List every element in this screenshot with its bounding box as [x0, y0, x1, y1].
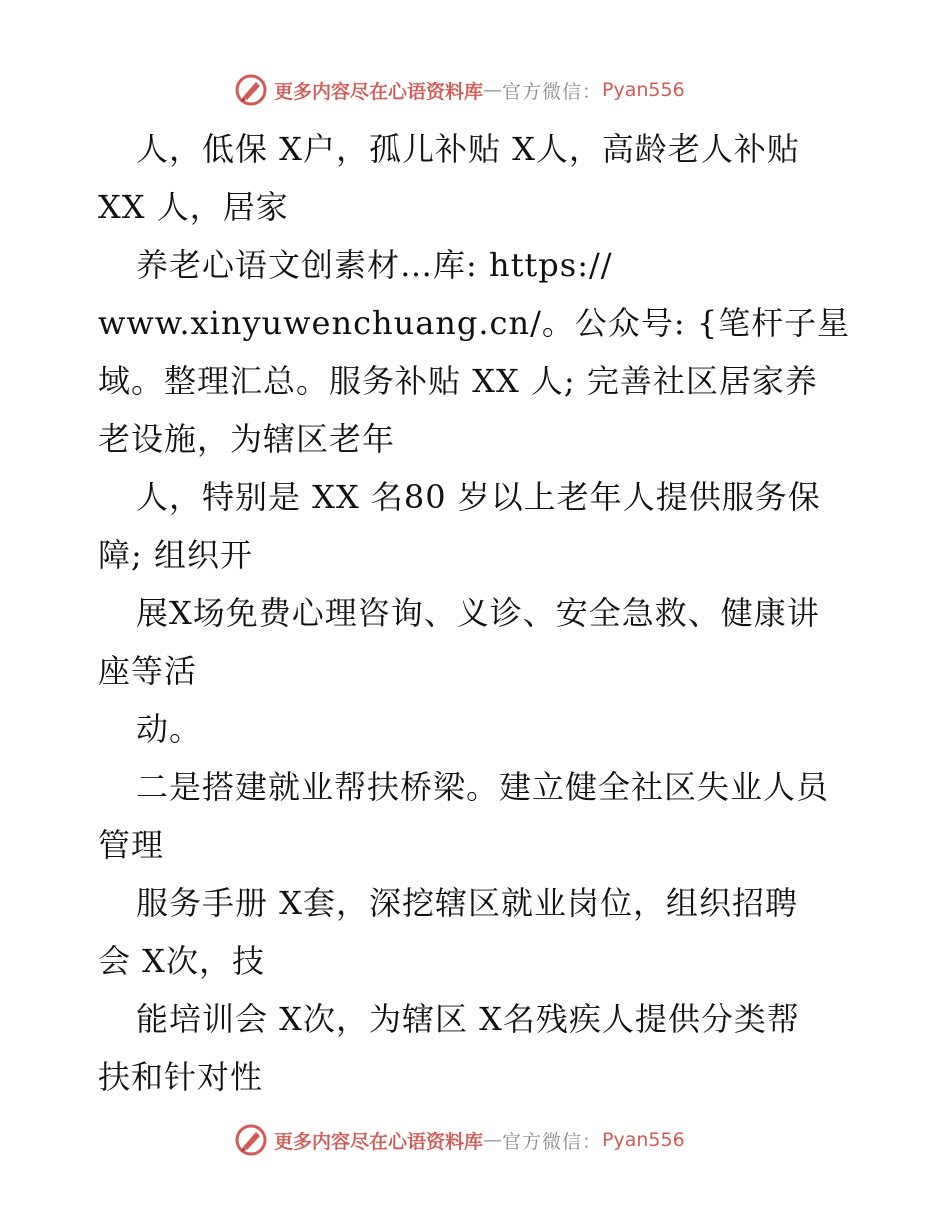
watermark-contact-id: Pyan556: [602, 1129, 685, 1151]
watermark-separator: —: [483, 1129, 503, 1151]
text-line: 人，特别是 XX 名80 岁以上老年人提供服务保: [136, 478, 821, 516]
text-line: 障; 组织开: [98, 536, 253, 574]
text-line: 域。整理汇总。服务补贴 XX 人; 完善社区居家养: [98, 362, 818, 400]
watermark-contact-label: 官方微信：: [502, 80, 603, 103]
watermark-contact-id: Pyan556: [602, 79, 685, 101]
text-line: www.xinyuwenchuang.cn/。公众号: {笔杆子星: [98, 304, 851, 342]
header-watermark: [234, 70, 754, 110]
text-line: 展X场免费心理咨询、义诊、安全急救、健康讲: [136, 594, 820, 632]
watermark-brand: 更多内容尽在心语资料库: [274, 1130, 484, 1153]
footer-watermark: [234, 1120, 754, 1160]
text-line: 会 X次，技: [98, 942, 265, 980]
text-line: 能培训会 X次，为辖区 X名残疾人提供分类帮: [136, 1000, 800, 1038]
text-line: 管理: [98, 826, 165, 864]
text-line: 养老心语文创素材…库: https://: [136, 246, 613, 284]
text-line: 老设施，为辖区老年: [98, 420, 396, 458]
text-line: 扶和针对性: [98, 1058, 264, 1096]
watermark-contact-label: 官方微信：: [502, 1130, 603, 1153]
text-line: XX 人，居家: [98, 188, 289, 226]
text-line: 座等活: [98, 652, 198, 690]
watermark-separator: —: [483, 79, 503, 101]
text-line: 动。: [136, 710, 203, 748]
pen-nib-logo-icon: [234, 73, 268, 107]
text-line: 二是搭建就业帮扶桥梁。建立健全社区失业人员: [136, 768, 830, 806]
pen-nib-logo-icon: [234, 1123, 268, 1157]
text-line: 人，低保 X户，孤儿补贴 X人，高龄老人补贴: [136, 130, 800, 168]
watermark-brand: 更多内容尽在心语资料库: [274, 80, 484, 103]
text-line: 服务手册 X套，深挖辖区就业岗位，组织招聘: [136, 884, 798, 922]
